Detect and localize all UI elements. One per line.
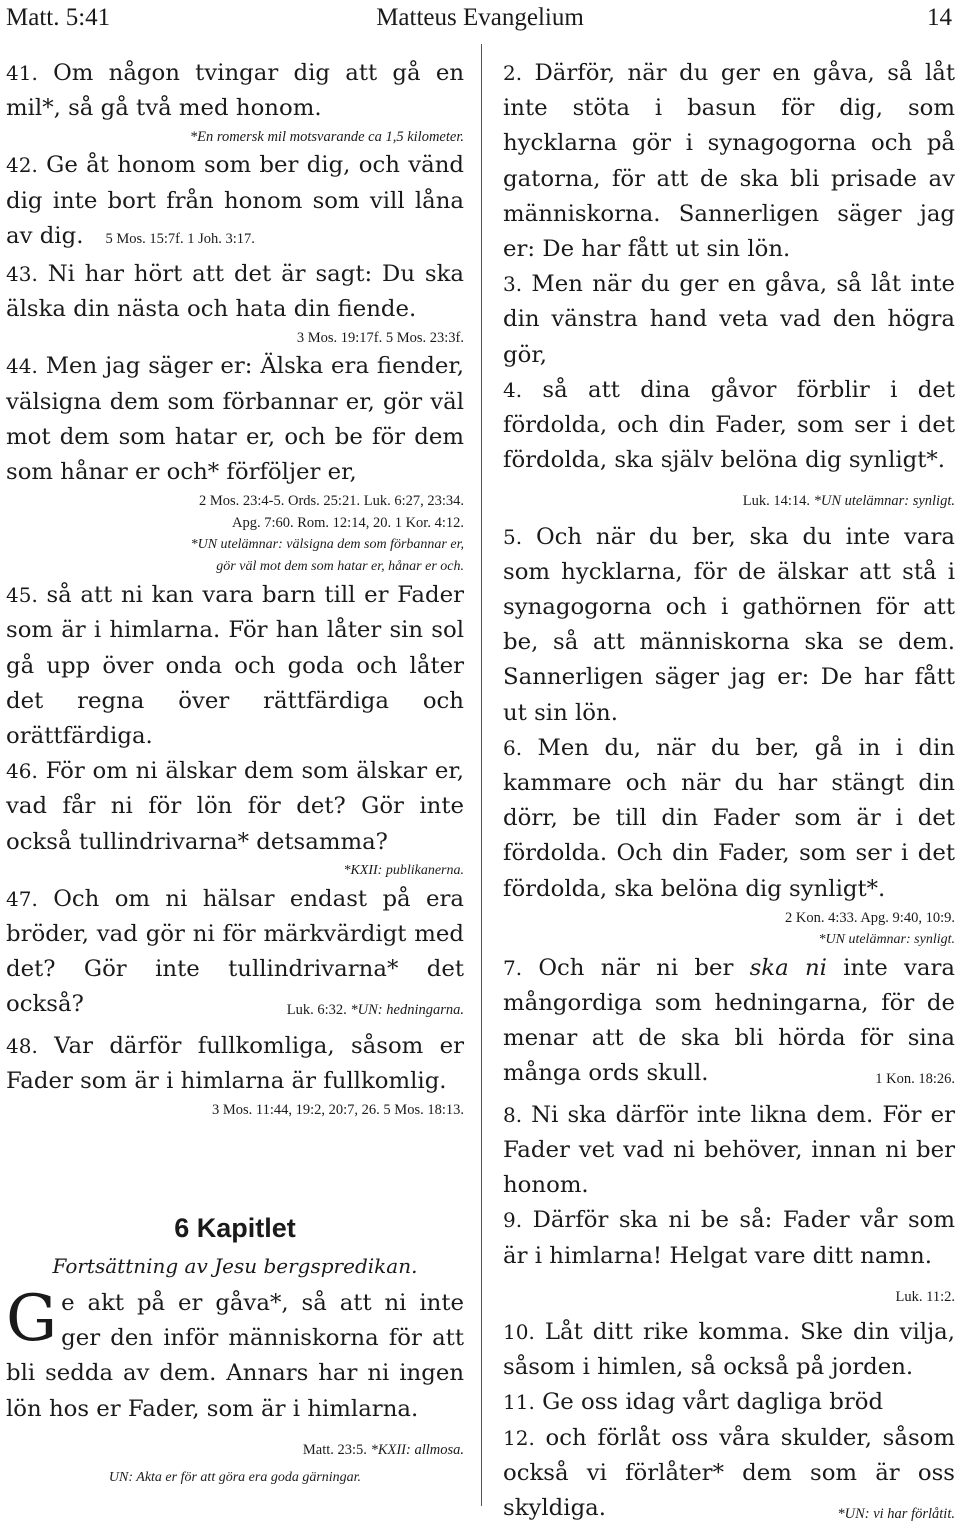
- verse-46: 46. För om ni älskar dem som älskar er, vad får ni för lön för det? Gör inte också tullindrivarna* detsamma?: [6, 758, 465, 855]
- footnote-47: *UN: hedningarna.: [350, 1002, 464, 1019]
- crossref-48: 3 Mos. 11:44, 19:2, 20:7, 26. 5 Mos. 18:13.: [211, 1102, 464, 1119]
- crossref-6-6: 2 Kon. 4:33. Apg. 9:40, 10:9.: [785, 909, 955, 926]
- chapter-verse-ref: Matt. 5:41: [6, 4, 111, 31]
- footnote-41: *En romersk mil motsvarande ca 1,5 kilometer.: [189, 129, 464, 146]
- book-title: Matteus Evangelium: [376, 4, 584, 31]
- crossref-6-4: Luk. 14:14. *UN utelämnar: synligt.: [742, 493, 955, 510]
- verse-41: 41. Om någon tvingar dig att gå en mil*, så gå två med honom.: [6, 60, 465, 122]
- crossref-47: Luk. 6:32. *UN: hedningarna.: [286, 1002, 464, 1019]
- verse-6-8: 8. Ni ska därför inte likna dem. För er Fader vet vad ni behöver, innan ni ber honom.: [503, 1101, 955, 1199]
- verse-6-3: 3. Men när du ger en gåva, så låt inte din vänstra hand veta vad den högra gör,: [503, 271, 955, 368]
- crossref-42: 5 Mos. 15:7f. 1 Joh. 3:17.: [105, 230, 255, 247]
- verse-48: 48. Var därför fullkomliga, såsom er Fader som är i himlarna är fullkomlig.: [6, 1032, 465, 1094]
- crossref-6-1: Matt. 23:5. *KXII: allmosa.: [302, 1441, 464, 1458]
- crossref-44b: Apg. 7:60. Rom. 12:14, 20. 1 Kor. 4:12.: [231, 515, 464, 532]
- footnote-6-4: *UN utelämnar: synligt.: [813, 493, 955, 510]
- chapter-subtitle: Fortsättning av Jesu bergspredikan.: [52, 1254, 418, 1279]
- page-header: [0, 0, 960, 38]
- verse-42: 42. Ge åt honom som ber dig, och vänd dig inte bort från honom som vill låna av dig. 5 Mos. 15:7f. 1 Joh. 3:17.: [6, 152, 465, 249]
- drop-cap: G: [6, 1282, 58, 1357]
- left-column: [6, 56, 464, 1494]
- verse-47: 47. Och om ni hälsar endast på era bröder, vad gör ni för märkvärdigt med det? Gör inte tullindrivarna* det också? Luk. 6:32. *UN: hedningarna.: [6, 882, 464, 1023]
- crossref-44a: 2 Mos. 23:4-5. Ords. 25:21. Luk. 6:27, 23:34.: [198, 493, 464, 510]
- verse-6-1: Ge akt på er gåva*, så att ni inte ger den inför människorna för att bli sedda av dem. Annars har ni ingen lön hos er Fader, som är i himlarna. Matt. 23:5. *KXII: allmosa.: [6, 1286, 464, 1427]
- footnote-6-6: *UN utelämnar: synligt.: [818, 931, 955, 947]
- chapter-title: 6 Kapitlet: [174, 1213, 296, 1244]
- verse-6-7: 7. Och när ni ber ska ni inte vara mångordiga som hedningarna, för de menar att de ska bli hörda för sina många ords skull. 1 Kon. 18:26.: [503, 951, 955, 1092]
- column-divider: [481, 44, 482, 1506]
- footnote-46: *KXII: publikanerna.: [343, 862, 464, 878]
- verse-6-9: 9. Därför ska ni be så: Fader vår som är i himlarna! Helgat vare ditt namn. Luk. 11:2.: [503, 1203, 955, 1273]
- crossref-43: 3 Mos. 19:17f. 5 Mos. 23:3f.: [296, 330, 464, 347]
- verse-6-11: 11. Ge oss idag vårt dagliga bröd: [503, 1389, 884, 1416]
- footnote-6-1-un: UN: Akta er för att göra era goda gärningar.: [108, 1470, 362, 1486]
- footnote-6-12: *UN: vi har förlåtit.: [837, 1505, 955, 1522]
- footnote-44a: *UN utelämnar: välsigna dem som förbannar er,: [190, 537, 464, 553]
- verse-6-5: 5. Och när du ber, ska du inte vara som hycklarna, för de älskar att stå i synagogorna och i gathörnen för att be, så att människorna ska se dem. Sannerligen säger jag er: De har fått ut sin lön.: [503, 523, 956, 726]
- verse-6-12: 12. och förlåt oss våra skulder, såsom också vi förlåter* dem som är oss skyldiga. *UN: vi har förlåtit.: [503, 1421, 955, 1527]
- verse-44: 44. Men jag säger er: Älska era fiender, välsigna dem som förbannar er, gör väl mot dem som hatar er, och be för dem som hånar er och* förföljer er,: [6, 353, 465, 486]
- verse-6-4: 4. så att dina gåvor förblir i det fördolda, och din Fader, som ser i det fördolda, ska själv belöna dig synligt*. Luk. 14:14. *UN utelämnar: synligt.: [503, 373, 955, 479]
- crossref-6-7: 1 Kon. 18:26.: [875, 1071, 955, 1088]
- verse-45: 45. så att ni kan vara barn till er Fader som är i himlarna. För han låter sin sol gå upp över onda och goda och låter det regna över rättfärdiga och orättfärdiga.: [6, 582, 465, 750]
- footnote-6-1: *KXII: allmosa.: [370, 1441, 464, 1458]
- crossref-6-9: Luk. 11:2.: [895, 1288, 955, 1305]
- verse-6-6: 6. Men du, när du ber, gå in i din kammare och när du har stängt din dörr, be till din Fader som är i det fördolda. Och din Fader, som ser i det fördolda, ska belöna dig synligt*.: [503, 734, 956, 902]
- verse-6-10: 10. Låt ditt rike komma. Ske din vilja, såsom i himlen, så också på jorden.: [503, 1318, 956, 1381]
- footnote-44b: gör väl mot dem som hatar er, hånar er och.: [216, 559, 464, 575]
- verse-43: 43. Ni har hört att det är sagt: Du ska älska din nästa och hata din fiende.: [6, 261, 464, 323]
- page-number: 14: [927, 4, 952, 31]
- verse-6-2: 2. Därför, när du ger en gåva, så låt inte stöta i basun för dig, som hycklarna gör i synagogorna och på gatorna, för att de ska bli prisade av människorna. Sannerligen säger jag er: De har fått ut sin lön.: [503, 60, 955, 263]
- emphasis-ska-ni: ska ni: [749, 954, 827, 981]
- right-column: [503, 56, 955, 1532]
